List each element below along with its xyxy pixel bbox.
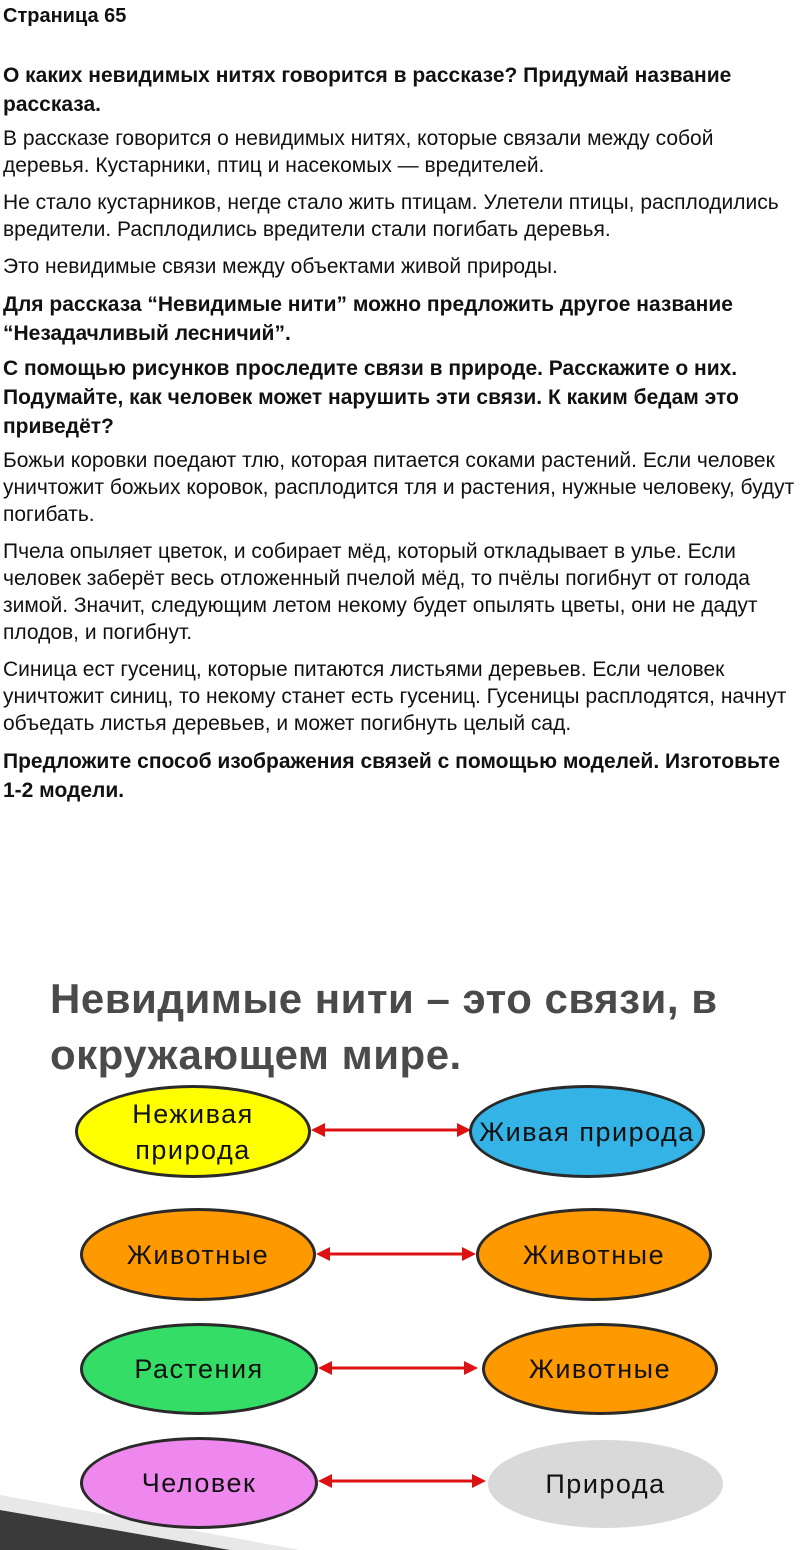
oval-left-2 bbox=[80, 1208, 316, 1301]
oval-right-4 bbox=[488, 1440, 723, 1528]
answer-paragraph-4: Божьи коровки поедают тлю, которая питается соками растений. Если человек уничтожит божьих коровок, расплодится тля и растения, нужные человеку, будут погибать. bbox=[3, 449, 795, 526]
oval-right-2-label: Животные bbox=[522, 1239, 666, 1270]
oval-right-3 bbox=[482, 1323, 718, 1415]
answer-paragraph-2: Не стало кустарников, негде стало жить птицам. Улетели птицы, расплодились вредители. Расплодились вредители стали погибать деревья. bbox=[3, 191, 779, 241]
oval-left-4-label: Человек bbox=[141, 1468, 257, 1498]
question-1: О каких невидимых нитях говорится в рассказе? Придумай название рассказа. bbox=[3, 64, 732, 116]
arrow-4 bbox=[318, 1471, 486, 1491]
oval-left-3 bbox=[80, 1323, 318, 1415]
page-title: Страница 65 bbox=[3, 5, 127, 27]
oval-left-1 bbox=[75, 1085, 311, 1178]
text-content bbox=[3, 0, 798, 811]
answer-paragraph-1: В рассказе говорится о невидимых нитях, которые связали между собой деревья. Кустарники, птиц и насекомых — вредителей. bbox=[3, 127, 714, 177]
oval-right-2 bbox=[476, 1208, 712, 1301]
answer-paragraph-6: Синица ест гусениц, которые питаются листьями деревьев. Если человек уничтожит синиц, то некому станет есть гусениц. Гусеницы расплодятся, начнут объедать листья деревьев, и может погибнуть целый сад. bbox=[3, 658, 787, 735]
arrow-3 bbox=[318, 1358, 478, 1378]
oval-left-3-label: Растения bbox=[134, 1354, 264, 1384]
answer-paragraph-5: Пчела опыляет цветок, и собирает мёд, который откладывает в улье. Если человек заберёт весь отложенный пчелой мёд, то пчёлы погибнут от голода зимой. Значит, следующим летом некому будет опылять цветы, они не дадут плодов, и погибнут. bbox=[3, 540, 758, 644]
oval-left-4 bbox=[80, 1437, 318, 1529]
question-2: Для рассказа “Невидимые нити” можно предложить другое название “Незадачливый лесничий”. bbox=[3, 293, 733, 345]
answer-paragraph-3: Это невидимые связи между объектами живой природы. bbox=[3, 255, 558, 278]
oval-left-1-label: Неживая природа bbox=[132, 1098, 254, 1165]
arrow-1 bbox=[311, 1120, 471, 1140]
question-4: Предложите способ изображения связей с помощью моделей. Изготовьте 1-2 модели. bbox=[3, 750, 781, 802]
oval-right-4-label: Природа bbox=[545, 1469, 666, 1499]
slide-diagram bbox=[0, 935, 800, 1550]
oval-right-1 bbox=[469, 1085, 705, 1178]
oval-right-1-label: Живая природа bbox=[479, 1116, 695, 1147]
arrow-2 bbox=[316, 1244, 476, 1264]
oval-right-3-label: Животные bbox=[528, 1354, 672, 1384]
oval-left-2-label: Животные bbox=[126, 1239, 270, 1270]
question-3: С помощью рисунков проследите связи в природе. Расскажите о них. Подумайте, как человек может нарушить эти связи. К каким бедам это приведёт? bbox=[3, 357, 739, 438]
slide-title: Невидимые нити – это связи, в окружающем мире. bbox=[50, 975, 718, 1078]
